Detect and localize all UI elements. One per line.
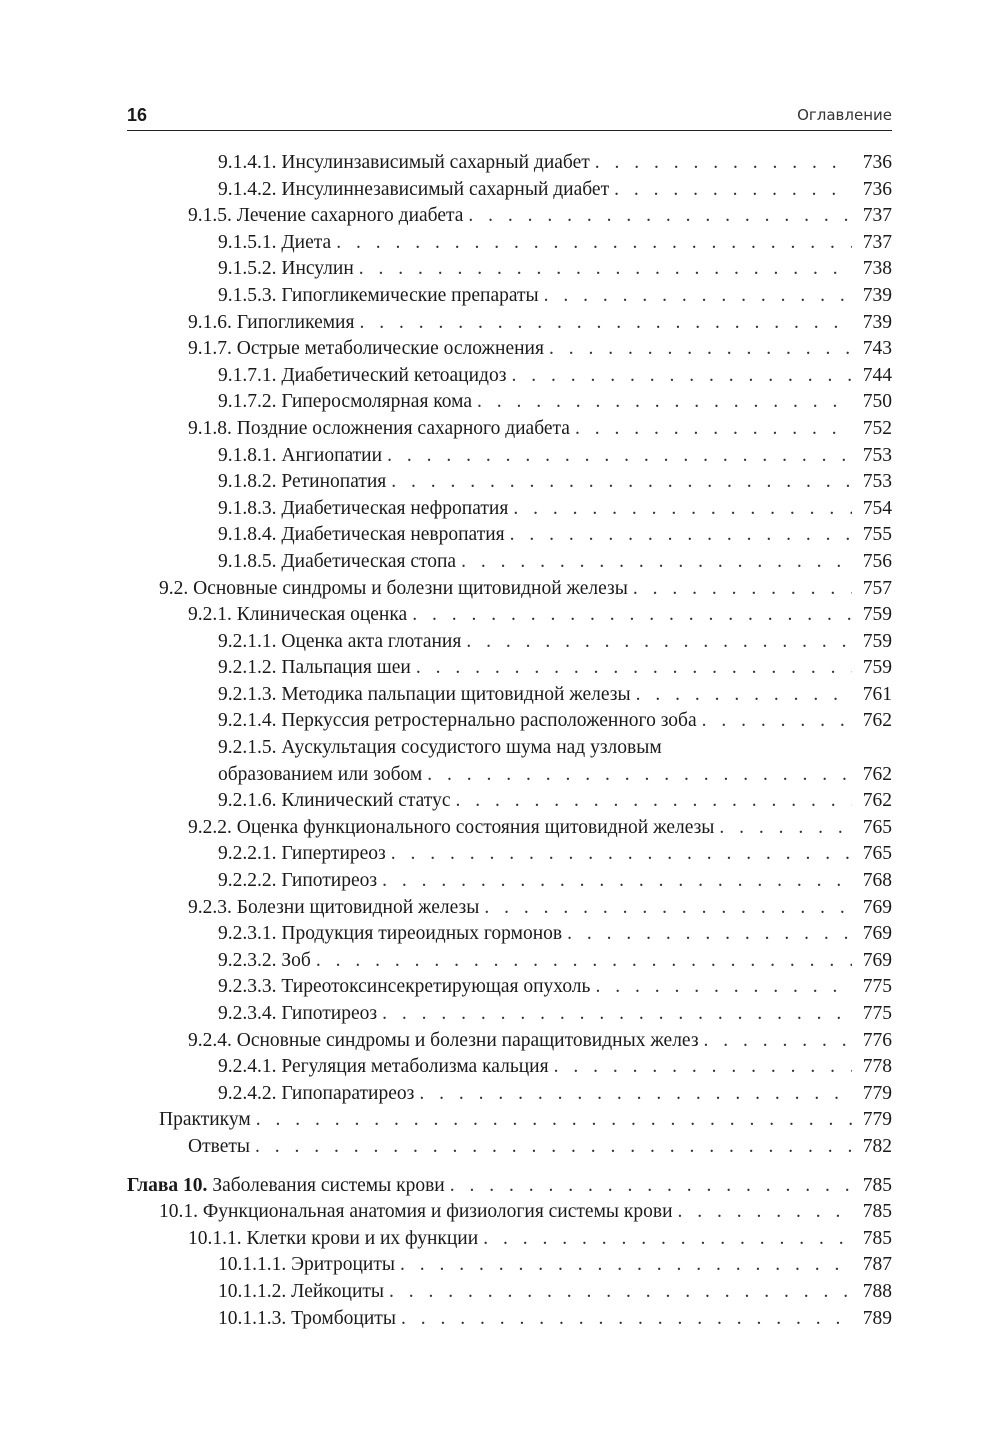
toc-entry-title: 9.1.8.2. Ретинопатия: [218, 471, 387, 493]
toc-entry-page: 757: [862, 577, 892, 599]
toc-entry: [127, 549, 892, 576]
toc-entry-page: 762: [862, 790, 892, 812]
toc-entry-page: 788: [862, 1280, 892, 1302]
toc-entry-title: 9.2.1.3. Методика пальпации щитовидной железы: [218, 683, 631, 705]
dot-leader: [391, 841, 852, 868]
toc-entry: [127, 256, 892, 283]
dot-leader: [419, 1081, 852, 1108]
toc-entry: [127, 1107, 892, 1134]
toc-entry-title: 9.1.8.3. Диабетическая нефропатия: [218, 497, 509, 519]
toc-entry-page: 754: [862, 497, 892, 519]
dot-leader: [336, 230, 852, 257]
toc-entry-page: 762: [862, 763, 892, 785]
dot-leader: [719, 815, 852, 842]
toc-entry-page: 755: [862, 524, 892, 546]
toc-entry-title: Практикум: [159, 1109, 251, 1131]
dot-leader: [575, 416, 852, 443]
dot-leader: [678, 1199, 852, 1226]
toc-entry-page: 756: [862, 550, 892, 572]
dot-leader: [359, 310, 852, 337]
toc-entry: [127, 283, 892, 310]
toc-entry-page: 776: [862, 1029, 892, 1051]
toc-entry-page: 787: [862, 1254, 892, 1276]
toc-entry-page: 768: [862, 870, 892, 892]
dot-leader: [389, 1279, 852, 1306]
toc-entry: [127, 177, 892, 204]
dot-leader: [461, 549, 852, 576]
toc-entry: [127, 1252, 892, 1279]
toc-entry-page: 759: [862, 657, 892, 679]
page-header: [127, 104, 892, 131]
toc-entry-title: 9.1.8.1. Ангиопатии: [218, 444, 383, 466]
toc-entry-page: 769: [862, 923, 892, 945]
toc-entry: [127, 602, 892, 629]
toc-entry-title: 9.1.8.4. Диабетическая невропатия: [218, 524, 505, 546]
toc-list-section-9-1: [127, 150, 892, 735]
toc-entry-page: 779: [862, 1109, 892, 1131]
toc-entry: [127, 895, 892, 922]
toc-entry: [127, 948, 892, 975]
dot-leader: [255, 1134, 852, 1161]
toc-entry-page: 769: [862, 949, 892, 971]
dot-leader: [468, 203, 852, 230]
toc-entry: [127, 1306, 892, 1333]
dot-leader: [450, 1173, 852, 1200]
dot-leader: [595, 150, 852, 177]
toc-entry: [127, 336, 892, 363]
toc-entry-page: 736: [862, 152, 892, 173]
dot-leader: [544, 283, 852, 310]
toc-entry-title: 9.2.1. Клиническая оценка: [188, 604, 408, 626]
dot-leader: [382, 868, 852, 895]
toc-entry-title: 9.2.1.6. Клинический статус: [218, 790, 451, 812]
toc-entry: [127, 1226, 892, 1253]
toc-entry-title: 10.1.1.3. Тромбоциты: [218, 1307, 396, 1329]
toc-entry-title: 9.1.5.2. Инсулин: [218, 258, 354, 280]
dot-leader: [484, 895, 852, 922]
toc-entry: [127, 310, 892, 337]
toc-entry-title: 10.1.1.1. Эритроциты: [218, 1254, 395, 1276]
toc-entry-title: 9.2. Основные синдромы и болезни щитовидной железы: [159, 577, 628, 599]
dot-leader: [400, 1252, 852, 1279]
toc-entry: [127, 974, 892, 1001]
dot-leader: [427, 762, 852, 789]
toc-entry-page: 775: [862, 976, 892, 998]
dot-leader: [511, 363, 852, 390]
toc-entry-title: 10.1. Функциональная анатомия и физиология системы крови: [159, 1201, 673, 1223]
toc-entry: [127, 1199, 892, 1226]
dot-leader: [483, 1226, 852, 1253]
dot-leader: [466, 629, 852, 656]
toc-entry-title: 9.2.2. Оценка функционального состояния щитовидной железы: [188, 816, 715, 838]
toc-entry-title: 9.1.8. Поздние осложнения сахарного диабета: [188, 417, 570, 439]
running-title: Оглавление: [797, 106, 892, 124]
dot-leader: [382, 1001, 852, 1028]
toc-entry-title: 9.1.7.2. Гиперосмолярная кома: [218, 391, 473, 413]
toc-entry: [127, 443, 892, 470]
toc-entry-page: 759: [862, 630, 892, 652]
dot-leader: [704, 1028, 852, 1055]
toc-entry-title: 9.1.7.1. Диабетический кетоацидоз: [218, 364, 507, 386]
toc-entry: [127, 1081, 892, 1108]
toc-entry: [127, 1054, 892, 1081]
toc-entry-title: 9.2.3.4. Гипотиреоз: [218, 1003, 378, 1024]
dot-leader: [455, 788, 852, 815]
toc-entry-page: 769: [862, 896, 892, 918]
dot-leader: [359, 256, 852, 283]
toc-entry-title: 9.2.1.4. Перкуссия ретростернально расположенного зоба: [218, 710, 697, 732]
toc-entry-title: 9.1.8.5. Диабетическая стопа: [218, 550, 457, 572]
table-of-contents: [127, 150, 892, 1332]
toc-entry: [127, 921, 892, 948]
dot-leader: [549, 336, 852, 363]
toc-entry: [127, 416, 892, 443]
toc-entry: [127, 1001, 892, 1028]
toc-entry: [127, 815, 892, 842]
toc-entry-page: 761: [862, 683, 892, 705]
toc-entry: [127, 682, 892, 709]
toc-entry-title-line2: образованием или зобом: [218, 763, 423, 785]
toc-entry: [127, 708, 892, 735]
dot-leader: [513, 496, 852, 523]
toc-entry-title: 9.1.4.2. Инсулиннезависимый сахарный диабет: [218, 178, 610, 200]
chapter-page: 785: [862, 1174, 892, 1196]
dot-leader: [401, 1306, 852, 1333]
dot-leader: [595, 974, 852, 1001]
toc-entry-page: 778: [862, 1056, 892, 1078]
dot-leader: [510, 522, 852, 549]
toc-entry-page: 785: [862, 1201, 892, 1223]
toc-entry: [127, 389, 892, 416]
toc-entry-page: 779: [862, 1082, 892, 1104]
toc-entry-page: 737: [862, 205, 892, 227]
toc-entry-page: 759: [862, 604, 892, 626]
toc-entry-page: 785: [862, 1227, 892, 1249]
toc-entry-title: 9.2.4. Основные синдромы и болезни паращитовидных желез: [188, 1029, 699, 1051]
dot-leader: [702, 708, 852, 735]
toc-entry: [127, 496, 892, 523]
toc-entry-title: 9.2.2.1. Гипертиреоз: [218, 843, 386, 865]
toc-entry-page: 789: [862, 1307, 892, 1329]
toc-entry: [127, 203, 892, 230]
toc-entry: [127, 1279, 892, 1306]
toc-entry: [127, 788, 892, 815]
toc-entry-title-line1: 9.2.1.5. Аускультация сосудистого шума над узловым: [218, 737, 662, 759]
toc-entry-title: 9.2.3. Болезни щитовидной железы: [188, 896, 480, 918]
toc-entry-page: 752: [862, 417, 892, 439]
dot-leader: [391, 469, 852, 496]
toc-entry-page: 753: [862, 444, 892, 466]
toc-entry-page: 765: [862, 843, 892, 865]
toc-entry-title: Ответы: [188, 1135, 250, 1157]
toc-entry-page: 762: [862, 710, 892, 732]
toc-entry-title: 9.1.7. Острые метаболические осложнения: [188, 338, 544, 360]
dot-leader: [387, 443, 852, 470]
toc-entry-title: 9.2.3.2. Зоб: [218, 949, 311, 971]
chapter-label: Глава 10.: [127, 1174, 208, 1196]
toc-entry-page: 736: [862, 178, 892, 200]
page-number: 16: [127, 105, 148, 125]
toc-entry-page: 775: [862, 1003, 892, 1024]
toc-entry-title: 9.1.6. Гипогликемия: [188, 311, 355, 333]
chapter-gap: [127, 1161, 892, 1173]
toc-entry-page: 743: [862, 338, 892, 360]
toc-entry-title: 9.1.5.1. Диета: [218, 231, 332, 253]
toc-entry-title: 9.2.1.1. Оценка акта глотания: [218, 630, 462, 652]
toc-entry-title: 9.2.4.2. Гипопаратиреоз: [218, 1082, 415, 1104]
toc-entry-title: 9.2.3.3. Тиреотоксинсекретирующая опухоль: [218, 976, 591, 998]
toc-entry-page: 744: [862, 364, 892, 386]
toc-entry-title: 9.2.2.2. Гипотиреоз: [218, 870, 378, 892]
toc-entry: [127, 1134, 892, 1161]
chapter-title: Заболевания системы крови: [212, 1174, 445, 1196]
toc-entry-page: 753: [862, 471, 892, 493]
toc-list-chapter-10: [127, 1199, 892, 1332]
toc-entry-page: 765: [862, 816, 892, 838]
dot-leader: [256, 1107, 852, 1134]
toc-entry-page: 737: [862, 231, 892, 253]
toc-entry: [127, 1028, 892, 1055]
toc-entry-page: 738: [862, 258, 892, 280]
dot-leader: [633, 576, 852, 603]
dot-leader: [316, 948, 852, 975]
toc-entry: [127, 230, 892, 257]
toc-entry-title: 9.1.5. Лечение сахарного диабета: [188, 205, 464, 227]
toc-entry-title: 10.1.1. Клетки крови и их функции: [188, 1227, 479, 1249]
toc-entry: [127, 522, 892, 549]
toc-entry-title: 9.2.3.1. Продукция тиреоидных гормонов: [218, 923, 563, 945]
toc-entry-page: 739: [862, 284, 892, 306]
toc-entry-title: 10.1.1.2. Лейкоциты: [218, 1280, 385, 1302]
toc-entry-page: 782: [862, 1135, 892, 1157]
toc-entry-title: 9.1.4.1. Инсулинзависимый сахарный диабет: [218, 152, 590, 173]
toc-entry: [127, 868, 892, 895]
toc-entry: [127, 469, 892, 496]
toc-entry-title: 9.1.5.3. Гипогликемические препараты: [218, 284, 539, 306]
toc-entry: [127, 629, 892, 656]
toc-entry: [127, 363, 892, 390]
dot-leader: [614, 177, 852, 204]
dot-leader: [554, 1054, 852, 1081]
toc-entry: [127, 576, 892, 603]
dot-leader: [636, 682, 852, 709]
toc-list-section-9-2: [127, 788, 892, 1160]
toc-entry: [127, 735, 892, 788]
toc-entry: [127, 655, 892, 682]
toc-entry-title: 9.2.1.2. Пальпация шеи: [218, 657, 411, 679]
toc-entry: [127, 841, 892, 868]
dot-leader: [412, 602, 852, 629]
toc-entry-page: 739: [862, 311, 892, 333]
dot-leader: [477, 389, 852, 416]
dot-leader: [567, 921, 852, 948]
toc-entry-title: 9.2.4.1. Регуляция метаболизма кальция: [218, 1056, 549, 1078]
toc-entry: [127, 150, 892, 177]
dot-leader: [416, 655, 852, 682]
toc-chapter-entry: [127, 1173, 892, 1200]
toc-entry-page: 750: [862, 391, 892, 413]
